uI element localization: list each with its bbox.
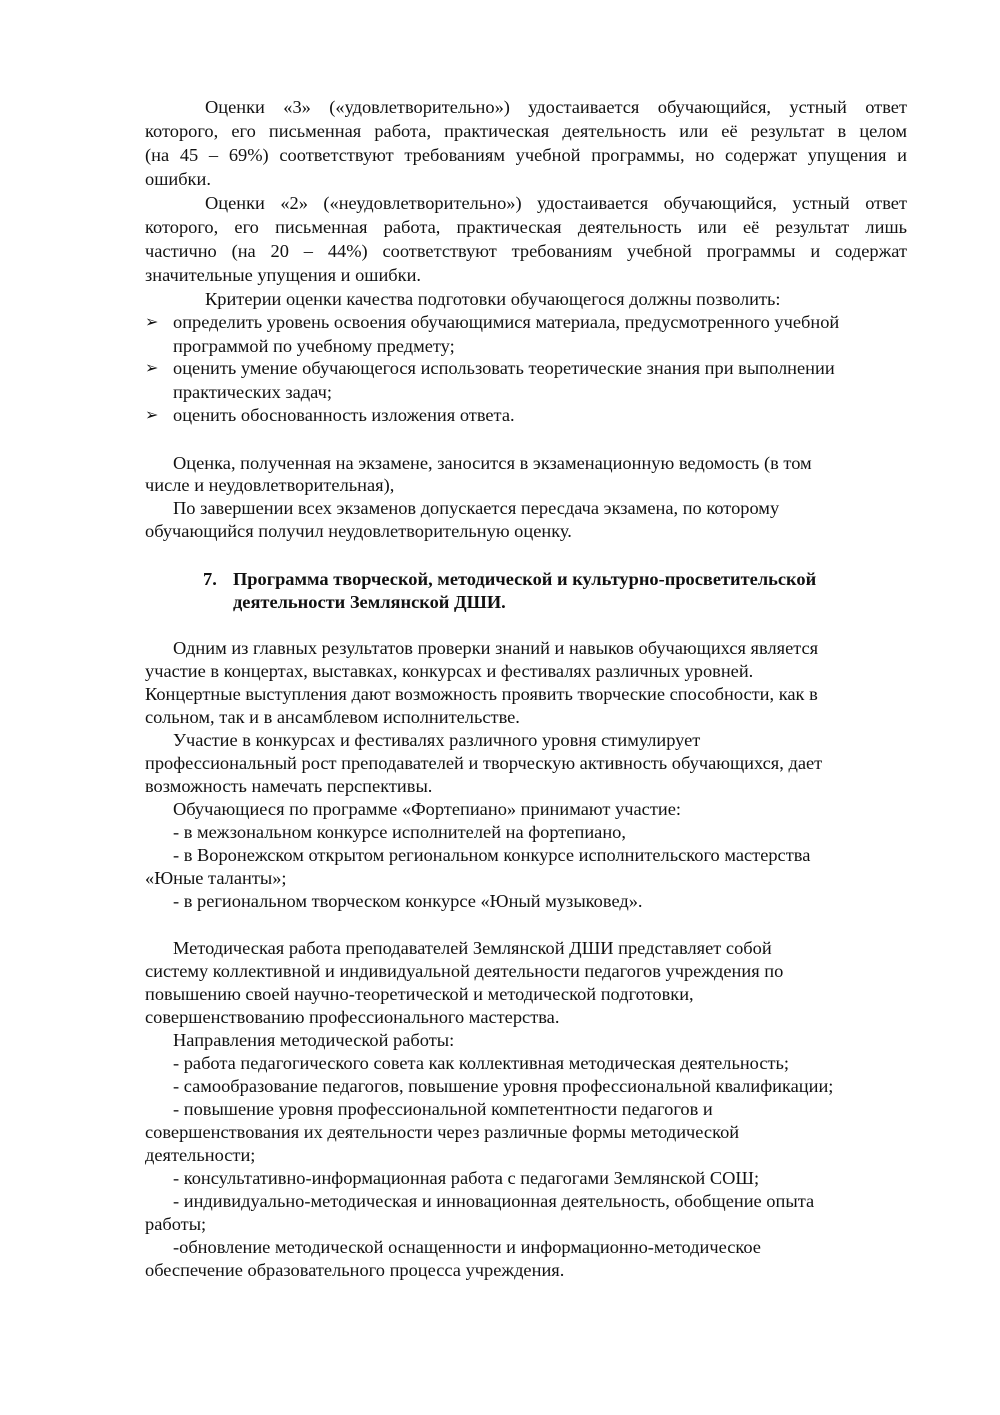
direction-item: - повышение уровня профессиональной компетентности педагогов и — [173, 1099, 713, 1119]
contests-line: возможность намечать перспективы. — [145, 776, 433, 796]
direction-item: совершенствования их деятельности через различные формы методической — [145, 1122, 740, 1142]
grade3-line: которого, его письменная работа, практическая деятельность или её результат в целом — [145, 121, 907, 141]
retake-line: По завершении всех экзаменов допускается пересдача экзамена, по которому — [173, 498, 780, 518]
exam-record-line: Оценка, полученная на экзамене, заносится в экзаменационную ведомость (в том — [173, 453, 812, 473]
piano-item: - в региональном творческом конкурсе «Юный музыковед». — [173, 891, 643, 911]
section-number: 7. — [203, 569, 217, 589]
method-intro-line: Методическая работа преподавателей Землянской ДШИ представляет собой — [173, 938, 772, 958]
grade2-line: значительные упущения и ошибки. — [145, 265, 422, 285]
criteria-item: определить уровень освоения обучающимися материала, предусмотренного учебной — [173, 312, 840, 332]
grade3-line: ошибки. — [145, 169, 211, 189]
criteria-item: практических задач; — [173, 382, 332, 402]
section-title: деятельности Землянской ДШИ. — [233, 592, 506, 612]
direction-item: обеспечение образовательного процесса учреждения. — [145, 1260, 565, 1280]
criteria-item: оценить обоснованность изложения ответа. — [173, 405, 515, 425]
direction-item: деятельности; — [145, 1145, 256, 1165]
arrow-bullet-icon: ➢ — [145, 360, 159, 377]
contests-line: Участие в конкурсах и фестивалях различного уровня стимулирует — [173, 730, 701, 750]
directions-title: Направления методической работы: — [173, 1030, 455, 1050]
intro-line: Концертные выступления дают возможность проявить творческие способности, как в — [145, 684, 818, 704]
arrow-bullet-icon: ➢ — [145, 314, 159, 331]
intro-line: Одним из главных результатов проверки знаний и навыков обучающихся является — [173, 638, 819, 658]
method-intro-line: совершенствованию профессионального мастерства. — [145, 1007, 560, 1027]
exam-record-line: числе и неудовлетворительная), — [145, 475, 395, 495]
direction-item: - самообразование педагогов, повышение уровня профессиональной квалификации; — [173, 1076, 834, 1096]
arrow-bullet-icon: ➢ — [145, 407, 159, 424]
grade2-line: Оценки «2» («неудовлетворительно») удостаивается обучающийся, устный ответ — [205, 193, 907, 213]
direction-item: - индивидуально-методическая и инновационная деятельность, обобщение опыта — [173, 1191, 815, 1211]
retake-line: обучающийся получил неудовлетворительную оценку. — [145, 521, 572, 541]
method-intro-line: систему коллективной и индивидуальной деятельности педагогов учреждения по — [145, 961, 784, 981]
grade3-line: (на 45 – 69%) соответствуют требованиям учебной программы, но содержат упущения и — [145, 145, 907, 165]
piano-intro: Обучающиеся по программе «Фортепиано» принимают участие: — [173, 799, 681, 819]
criteria-item: оценить умение обучающегося использовать теоретические знания при выполнении — [173, 358, 835, 378]
section-title: Программа творческой, методической и культурно-просветительской — [233, 569, 817, 589]
grade3-line: Оценки «3» («удовлетворительно») удостаивается обучающийся, устный ответ — [205, 97, 907, 117]
piano-item: «Юные таланты»; — [145, 868, 287, 888]
grade2-line: которого, его письменная работа, практическая деятельность или её результат лишь — [145, 217, 907, 237]
direction-item: -обновление методической оснащенности и информационно-методическое — [173, 1237, 761, 1257]
intro-line: участие в концертах, выставках, конкурсах и фестивалях различных уровней. — [145, 661, 754, 681]
criteria-item: программой по учебному предмету; — [173, 336, 455, 356]
direction-item: - работа педагогического совета как коллективная методическая деятельность; — [173, 1053, 790, 1073]
direction-item: - консультативно-информационная работа с педагогами Землянской СОШ; — [173, 1168, 760, 1188]
grade2-line: частично (на 20 – 44%) соответствуют требованиям учебной программы и содержат — [145, 241, 907, 261]
contests-line: профессиональный рост преподавателей и творческую активность обучающихся, дает — [145, 753, 823, 773]
intro-line: сольном, так и в ансамблевом исполнительстве. — [145, 707, 520, 727]
direction-item: работы; — [145, 1214, 207, 1234]
method-intro-line: повышению своей научно-теоретической и методической подготовки, — [145, 984, 694, 1004]
piano-item: - в межзональном конкурсе исполнителей на фортепиано, — [173, 822, 626, 842]
piano-item: - в Воронежском открытом региональном конкурсе исполнительского мастерства — [173, 845, 811, 865]
criteria-intro: Критерии оценки качества подготовки обучающегося должны позволить: — [205, 289, 781, 309]
